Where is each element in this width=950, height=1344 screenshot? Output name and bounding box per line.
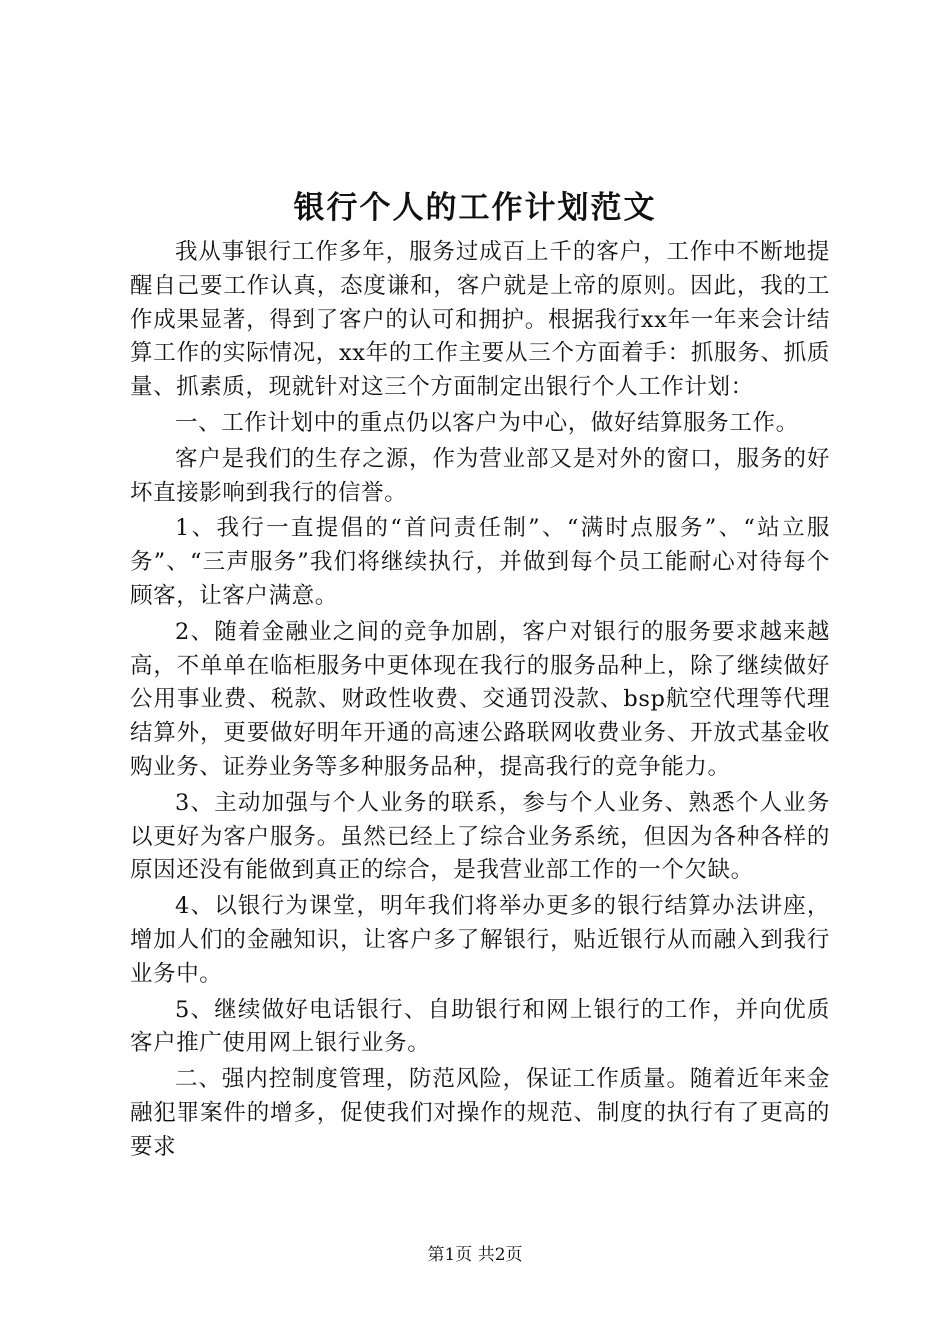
document-body	[130, 236, 830, 1165]
paragraph-intro: 我从事银行工作多年，服务过成百上千的客户，工作中不断地提醒自己要工作认真，态度谦和，客户就是上帝的原则。因此，我的工作成果显著，得到了客户的认可和拥护。根据我行xx年一年来会计结算工作的实际情况，xx年的工作主要从三个方面着手：抓服务、抓质量、抓素质，现就针对这三个方面制定出银行个人工作计划：	[130, 239, 830, 401]
page-indicator: 第1页 共2页	[427, 1245, 523, 1265]
paragraph-item-5: 5、继续做好电话银行、自助银行和网上银行的工作，并向优质客户推广使用网上银行业务。	[130, 996, 830, 1057]
document-title: 银行个人的工作计划范文	[293, 190, 657, 226]
paragraph-item-4: 4、以银行为课堂，明年我们将举办更多的银行结算办法讲座，增加人们的金融知识，让客户多了解银行，贴近银行从而融入到我行业务中。	[130, 893, 830, 987]
paragraph-item-1: 1、我行一直提倡的“首问责任制”、“满时点服务”、“站立服务”、“三声服务”我们将继续执行，并做到每个员工能耐心对待每个顾客，让客户满意。	[130, 515, 830, 609]
paragraph-section-2-heading: 二、强内控制度管理，防范风险，保证工作质量。随着近年来金融犯罪案件的增多，促使我们对操作的规范、制度的执行有了更高的要求	[130, 1066, 830, 1160]
paragraph-item-2: 2、随着金融业之间的竞争加剧，客户对银行的服务要求越来越高，不单单在临柜服务中更体现在我行的服务品种上，除了继续做好公用事业费、税款、财政性收费、交通罚没款、bsp航空代理等代理结算外，更要做好明年开通的高速公路联网收费业务、开放式基金收购业务、证券业务等多种服务品种，提高我行的竞争能力。	[130, 618, 830, 780]
paragraph-section-1-heading: 一、工作计划中的重点仍以客户为中心，做好结算服务工作。	[175, 409, 799, 436]
paragraph-item-3: 3、主动加强与个人业务的联系，参与个人业务、熟悉个人业务以更好为客户服务。虽然已经上了综合业务系统，但因为各种各样的原因还没有能做到真正的综合，是我营业部工作的一个欠缺。	[130, 789, 830, 884]
paragraph-service-importance: 客户是我们的生存之源，作为营业部又是对外的窗口，服务的好坏直接影响到我行的信誉。	[130, 445, 830, 506]
page-footer	[0, 1243, 950, 1267]
